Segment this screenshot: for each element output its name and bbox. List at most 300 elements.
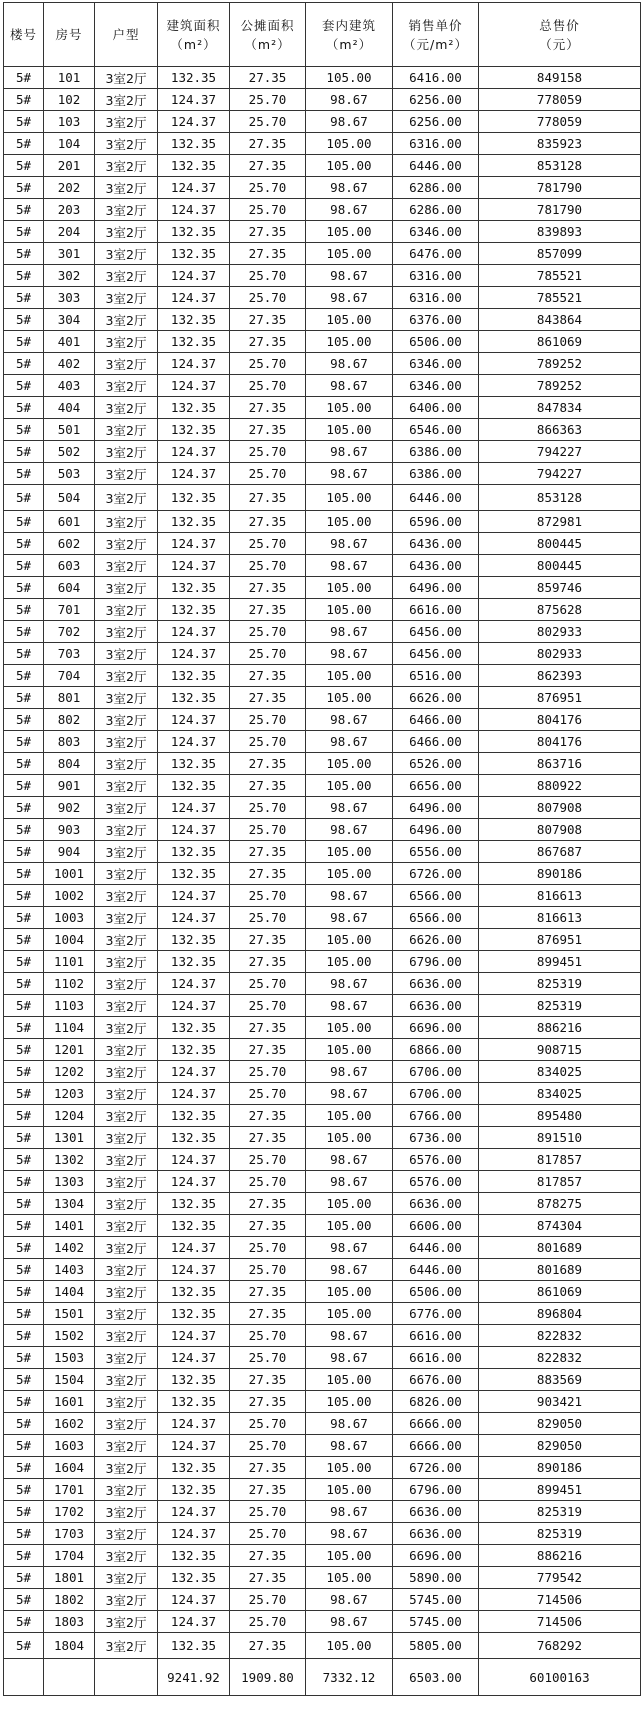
gross-area-cell: 124.37 xyxy=(158,199,230,221)
shared-area-cell: 25.70 xyxy=(230,621,306,643)
net-area-cell: 105.00 xyxy=(306,155,393,177)
room-cell: 1201 xyxy=(44,1039,95,1061)
net-area-cell: 105.00 xyxy=(306,665,393,687)
total-price-cell: 899451 xyxy=(479,951,641,973)
table-row xyxy=(4,243,641,265)
total-price-cell: 849158 xyxy=(479,67,641,89)
gross-area-cell: 124.37 xyxy=(158,1083,230,1105)
table-row xyxy=(4,555,641,577)
net-area-cell: 105.00 xyxy=(306,1545,393,1567)
layout-cell: 3室2厅 xyxy=(95,1633,158,1659)
room-cell: 1403 xyxy=(44,1259,95,1281)
gross-area-header xyxy=(158,3,230,67)
layout-cell: 3室2厅 xyxy=(95,1149,158,1171)
gross-area-cell: 124.37 xyxy=(158,1523,230,1545)
layout-cell: 3室2厅 xyxy=(95,1083,158,1105)
net-area-cell: 105.00 xyxy=(306,1281,393,1303)
net-area-cell: 105.00 xyxy=(306,1391,393,1413)
building-cell: 5# xyxy=(4,1281,44,1303)
building-cell: 5# xyxy=(4,287,44,309)
building-cell: 5# xyxy=(4,687,44,709)
table-row xyxy=(4,995,641,1017)
shared-area-cell: 27.35 xyxy=(230,133,306,155)
unit-price-cell: 6346.00 xyxy=(393,221,479,243)
gross-area-cell: 132.35 xyxy=(158,1127,230,1149)
layout-cell: 3室2厅 xyxy=(95,643,158,665)
room-cell: 902 xyxy=(44,797,95,819)
layout-cell: 3室2厅 xyxy=(95,819,158,841)
shared-area-cell: 27.35 xyxy=(230,929,306,951)
total-price-cell: 903421 xyxy=(479,1391,641,1413)
building-cell: 5# xyxy=(4,1633,44,1659)
room-cell: 1603 xyxy=(44,1435,95,1457)
unit-price-cell: 6406.00 xyxy=(393,397,479,419)
gross-area-cell: 124.37 xyxy=(158,973,230,995)
unit-price-cell: 6706.00 xyxy=(393,1083,479,1105)
total-price-cell: 801689 xyxy=(479,1259,641,1281)
layout-cell: 3室2厅 xyxy=(95,929,158,951)
unit-price-cell: 6666.00 xyxy=(393,1435,479,1457)
gross-area-cell: 124.37 xyxy=(158,1171,230,1193)
gross-area-cell: 132.35 xyxy=(158,397,230,419)
gross-area-cell: 132.35 xyxy=(158,599,230,621)
shared-area-cell: 27.35 xyxy=(230,951,306,973)
layout-cell: 3室2厅 xyxy=(95,1259,158,1281)
gross-area-cell: 132.35 xyxy=(158,577,230,599)
room-cell: 103 xyxy=(44,111,95,133)
gross-area-cell: 132.35 xyxy=(158,133,230,155)
gross-area-cell: 124.37 xyxy=(158,1149,230,1171)
shared-area-cell: 25.70 xyxy=(230,353,306,375)
unit-price-cell: 6616.00 xyxy=(393,599,479,621)
table-row xyxy=(4,533,641,555)
building-cell: 5# xyxy=(4,67,44,89)
total-price-cell: 896804 xyxy=(479,1303,641,1325)
unit-price-cell: 6796.00 xyxy=(393,951,479,973)
shared-area-cell: 25.70 xyxy=(230,643,306,665)
shared-area-cell: 25.70 xyxy=(230,1237,306,1259)
unit-price-cell: 6626.00 xyxy=(393,687,479,709)
layout-cell: 3室2厅 xyxy=(95,907,158,929)
unit-price-cell: 6316.00 xyxy=(393,133,479,155)
room-cell: 1102 xyxy=(44,973,95,995)
room-cell: 1601 xyxy=(44,1391,95,1413)
room-cell: 1502 xyxy=(44,1325,95,1347)
building-cell: 5# xyxy=(4,511,44,533)
layout-cell: 3室2厅 xyxy=(95,485,158,511)
room-cell: 1304 xyxy=(44,1193,95,1215)
building-cell: 5# xyxy=(4,1061,44,1083)
total-price-cell: 816613 xyxy=(479,907,641,929)
total-price-cell: 883569 xyxy=(479,1369,641,1391)
building-cell: 5# xyxy=(4,1325,44,1347)
shared-area-cell: 27.35 xyxy=(230,1545,306,1567)
net-area-cell: 105.00 xyxy=(306,1127,393,1149)
total-price-cell: 714506 xyxy=(479,1589,641,1611)
table-row xyxy=(4,1523,641,1545)
net-area-cell: 105.00 xyxy=(306,599,393,621)
header-unit: （元/m²） xyxy=(403,36,468,52)
table-row xyxy=(4,577,641,599)
room-cell: 1404 xyxy=(44,1281,95,1303)
layout-cell: 3室2厅 xyxy=(95,111,158,133)
unit-price-cell: 6696.00 xyxy=(393,1017,479,1039)
layout-cell: 3室2厅 xyxy=(95,67,158,89)
net-area-cell: 105.00 xyxy=(306,1567,393,1589)
table-row xyxy=(4,1259,641,1281)
shared-area-cell: 25.70 xyxy=(230,1061,306,1083)
room-cell: 1104 xyxy=(44,1017,95,1039)
gross-area-cell: 132.35 xyxy=(158,1215,230,1237)
total-price-cell: 825319 xyxy=(479,1523,641,1545)
gross-area-cell: 132.35 xyxy=(158,1105,230,1127)
room-cell: 601 xyxy=(44,511,95,533)
shared-area-cell: 25.70 xyxy=(230,265,306,287)
shared-area-cell: 25.70 xyxy=(230,797,306,819)
shared-area-cell: 25.70 xyxy=(230,89,306,111)
table-row xyxy=(4,951,641,973)
table-row xyxy=(4,511,641,533)
unit-price-cell: 5890.00 xyxy=(393,1567,479,1589)
table-row xyxy=(4,1633,641,1659)
total-total-price-cell: 60100163 xyxy=(479,1659,641,1696)
table-row xyxy=(4,375,641,397)
room-cell: 901 xyxy=(44,775,95,797)
shared-area-cell: 27.35 xyxy=(230,243,306,265)
unit-price-cell: 6446.00 xyxy=(393,1259,479,1281)
building-cell: 5# xyxy=(4,353,44,375)
table-row xyxy=(4,885,641,907)
building-cell: 5# xyxy=(4,111,44,133)
building-cell: 5# xyxy=(4,709,44,731)
shared-area-cell: 25.70 xyxy=(230,1413,306,1435)
gross-area-cell: 132.35 xyxy=(158,951,230,973)
net-area-cell: 105.00 xyxy=(306,1479,393,1501)
unit-price-cell: 6496.00 xyxy=(393,577,479,599)
gross-area-cell: 132.35 xyxy=(158,1457,230,1479)
net-area-cell: 98.67 xyxy=(306,1435,393,1457)
building-cell: 5# xyxy=(4,797,44,819)
shared-area-cell: 27.35 xyxy=(230,1127,306,1149)
building-cell: 5# xyxy=(4,995,44,1017)
net-area-cell: 98.67 xyxy=(306,1325,393,1347)
gross-area-cell: 124.37 xyxy=(158,1435,230,1457)
total-price-cell: 876951 xyxy=(479,687,641,709)
building-cell: 5# xyxy=(4,863,44,885)
table-row xyxy=(4,731,641,753)
unit-price-cell: 6316.00 xyxy=(393,265,479,287)
building-cell: 5# xyxy=(4,155,44,177)
gross-area-cell: 132.35 xyxy=(158,1545,230,1567)
net-area-cell: 105.00 xyxy=(306,243,393,265)
building-cell: 5# xyxy=(4,1105,44,1127)
unit-price-cell: 6466.00 xyxy=(393,731,479,753)
unit-price-cell: 6636.00 xyxy=(393,973,479,995)
unit-price-cell: 6766.00 xyxy=(393,1105,479,1127)
total-price-cell: 861069 xyxy=(479,1281,641,1303)
total-price-cell: 875628 xyxy=(479,599,641,621)
table-row xyxy=(4,177,641,199)
unit-price-cell: 6726.00 xyxy=(393,1457,479,1479)
building-cell: 5# xyxy=(4,1259,44,1281)
net-area-cell: 105.00 xyxy=(306,133,393,155)
building-cell: 5# xyxy=(4,885,44,907)
room-cell: 1001 xyxy=(44,863,95,885)
table-row xyxy=(4,1325,641,1347)
unit-price-cell: 6256.00 xyxy=(393,89,479,111)
table-row xyxy=(4,1347,641,1369)
net-area-cell: 98.67 xyxy=(306,797,393,819)
shared-area-cell: 27.35 xyxy=(230,1017,306,1039)
room-cell: 1103 xyxy=(44,995,95,1017)
room-cell: 1602 xyxy=(44,1413,95,1435)
table-row xyxy=(4,687,641,709)
total-price-cell: 899451 xyxy=(479,1479,641,1501)
unit-price-cell: 5745.00 xyxy=(393,1589,479,1611)
unit-price-cell: 6576.00 xyxy=(393,1171,479,1193)
layout-cell: 3室2厅 xyxy=(95,995,158,1017)
building-cell: 5# xyxy=(4,1435,44,1457)
table-row xyxy=(4,419,641,441)
shared-area-cell: 25.70 xyxy=(230,1611,306,1633)
layout-cell: 3室2厅 xyxy=(95,599,158,621)
unit-price-cell: 6496.00 xyxy=(393,797,479,819)
building-cell: 5# xyxy=(4,1369,44,1391)
table-row xyxy=(4,1479,641,1501)
shared-area-cell: 25.70 xyxy=(230,907,306,929)
gross-area-cell: 132.35 xyxy=(158,1479,230,1501)
building-cell: 5# xyxy=(4,1193,44,1215)
total-price-cell: 785521 xyxy=(479,265,641,287)
shared-area-cell: 27.35 xyxy=(230,775,306,797)
table-row xyxy=(4,1039,641,1061)
table-row xyxy=(4,643,641,665)
room-cell: 1401 xyxy=(44,1215,95,1237)
net-area-cell: 105.00 xyxy=(306,687,393,709)
net-area-cell: 98.67 xyxy=(306,973,393,995)
building-cell: 5# xyxy=(4,951,44,973)
room-cell: 301 xyxy=(44,243,95,265)
unit-price-cell: 6346.00 xyxy=(393,375,479,397)
table-row xyxy=(4,1545,641,1567)
layout-cell: 3室2厅 xyxy=(95,1237,158,1259)
header-label: 总售价 xyxy=(539,17,580,33)
total-price-cell: 890186 xyxy=(479,1457,641,1479)
total-price-cell: 817857 xyxy=(479,1149,641,1171)
shared-area-cell: 27.35 xyxy=(230,687,306,709)
total-price-cell: 816613 xyxy=(479,885,641,907)
total-price-cell: 890186 xyxy=(479,863,641,885)
shared-area-cell: 25.70 xyxy=(230,177,306,199)
table-row xyxy=(4,331,641,353)
building-cell: 5# xyxy=(4,1501,44,1523)
room-cell: 404 xyxy=(44,397,95,419)
layout-header xyxy=(95,3,158,67)
net-area-cell: 98.67 xyxy=(306,1259,393,1281)
shared-area-cell: 25.70 xyxy=(230,375,306,397)
gross-area-cell: 132.35 xyxy=(158,1017,230,1039)
building-cell: 5# xyxy=(4,1611,44,1633)
shared-area-cell: 25.70 xyxy=(230,973,306,995)
layout-cell: 3室2厅 xyxy=(95,1545,158,1567)
net-area-cell: 98.67 xyxy=(306,89,393,111)
gross-area-cell: 124.37 xyxy=(158,995,230,1017)
table-row xyxy=(4,287,641,309)
gross-area-cell: 124.37 xyxy=(158,1347,230,1369)
building-cell: 5# xyxy=(4,753,44,775)
layout-cell: 3室2厅 xyxy=(95,665,158,687)
total-price-cell: 794227 xyxy=(479,441,641,463)
net-area-cell: 105.00 xyxy=(306,841,393,863)
room-cell: 1003 xyxy=(44,907,95,929)
shared-area-cell: 27.35 xyxy=(230,577,306,599)
table-row xyxy=(4,221,641,243)
total-price-cell: 822832 xyxy=(479,1325,641,1347)
shared-area-cell: 27.35 xyxy=(230,1457,306,1479)
unit-price-cell: 6636.00 xyxy=(393,1501,479,1523)
layout-cell: 3室2厅 xyxy=(95,1589,158,1611)
header-label: 楼号 xyxy=(9,27,37,42)
gross-area-cell: 124.37 xyxy=(158,1611,230,1633)
table-row xyxy=(4,1281,641,1303)
net-area-cell: 98.67 xyxy=(306,1523,393,1545)
room-cell: 204 xyxy=(44,221,95,243)
total-price-cell: 794227 xyxy=(479,463,641,485)
layout-cell: 3室2厅 xyxy=(95,89,158,111)
net-area-cell: 98.67 xyxy=(306,731,393,753)
unit-price-cell: 6386.00 xyxy=(393,463,479,485)
building-cell: 5# xyxy=(4,599,44,621)
table-row xyxy=(4,1017,641,1039)
layout-cell: 3室2厅 xyxy=(95,797,158,819)
total-price-cell: 714506 xyxy=(479,1611,641,1633)
header-unit: （m²） xyxy=(325,36,373,52)
room-cell: 1701 xyxy=(44,1479,95,1501)
net-area-cell: 98.67 xyxy=(306,643,393,665)
room-cell: 1503 xyxy=(44,1347,95,1369)
table-row xyxy=(4,1611,641,1633)
net-area-cell: 98.67 xyxy=(306,621,393,643)
unit-price-cell: 6826.00 xyxy=(393,1391,479,1413)
net-area-cell: 105.00 xyxy=(306,1017,393,1039)
net-area-cell: 105.00 xyxy=(306,331,393,353)
total-price-cell: 872981 xyxy=(479,511,641,533)
net-area-cell: 105.00 xyxy=(306,1369,393,1391)
total-price-cell: 908715 xyxy=(479,1039,641,1061)
total-price-cell: 778059 xyxy=(479,111,641,133)
shared-area-cell: 27.35 xyxy=(230,155,306,177)
net-area-cell: 98.67 xyxy=(306,1611,393,1633)
room-cell: 101 xyxy=(44,67,95,89)
net-area-cell: 98.67 xyxy=(306,533,393,555)
total-price-cell: 789252 xyxy=(479,353,641,375)
unit-price-cell: 6456.00 xyxy=(393,643,479,665)
unit-price-cell: 6796.00 xyxy=(393,1479,479,1501)
layout-cell: 3室2厅 xyxy=(95,1457,158,1479)
table-row xyxy=(4,1435,641,1457)
shared-area-cell: 27.35 xyxy=(230,1215,306,1237)
unit-price-cell: 6376.00 xyxy=(393,309,479,331)
gross-area-cell: 124.37 xyxy=(158,89,230,111)
shared-area-cell: 27.35 xyxy=(230,511,306,533)
net-area-cell: 98.67 xyxy=(306,353,393,375)
net-area-cell: 105.00 xyxy=(306,1215,393,1237)
unit-price-cell: 6626.00 xyxy=(393,929,479,951)
gross-area-cell: 132.35 xyxy=(158,155,230,177)
room-cell: 903 xyxy=(44,819,95,841)
unit-price-cell: 6866.00 xyxy=(393,1039,479,1061)
total-gross-area-cell: 9241.92 xyxy=(158,1659,230,1696)
room-cell: 801 xyxy=(44,687,95,709)
building-cell: 5# xyxy=(4,89,44,111)
building-cell: 5# xyxy=(4,1215,44,1237)
layout-cell: 3室2厅 xyxy=(95,1435,158,1457)
layout-cell: 3室2厅 xyxy=(95,709,158,731)
building-cell: 5# xyxy=(4,463,44,485)
total-price-cell: 880922 xyxy=(479,775,641,797)
net-area-cell: 98.67 xyxy=(306,1413,393,1435)
total-price-cell: 874304 xyxy=(479,1215,641,1237)
room-cell: 304 xyxy=(44,309,95,331)
shared-area-cell: 27.35 xyxy=(230,1391,306,1413)
shared-area-cell: 25.70 xyxy=(230,199,306,221)
shared-area-cell: 27.35 xyxy=(230,419,306,441)
net-area-cell: 105.00 xyxy=(306,1105,393,1127)
table-row xyxy=(4,133,641,155)
layout-cell: 3室2厅 xyxy=(95,1017,158,1039)
layout-cell: 3室2厅 xyxy=(95,1413,158,1435)
table-row xyxy=(4,1193,641,1215)
building-cell: 5# xyxy=(4,1479,44,1501)
layout-cell: 3室2厅 xyxy=(95,397,158,419)
gross-area-cell: 132.35 xyxy=(158,1303,230,1325)
building-header xyxy=(4,3,44,67)
net-area-cell: 98.67 xyxy=(306,555,393,577)
layout-cell: 3室2厅 xyxy=(95,1501,158,1523)
room-cell: 1804 xyxy=(44,1633,95,1659)
room-cell: 602 xyxy=(44,533,95,555)
building-cell: 5# xyxy=(4,375,44,397)
total-price-cell: 853128 xyxy=(479,485,641,511)
gross-area-cell: 124.37 xyxy=(158,533,230,555)
unit-price-cell: 6616.00 xyxy=(393,1347,479,1369)
layout-cell: 3室2厅 xyxy=(95,309,158,331)
shared-area-cell: 25.70 xyxy=(230,555,306,577)
shared-area-cell: 25.70 xyxy=(230,819,306,841)
total-price-cell: 829050 xyxy=(479,1435,641,1457)
shared-area-cell: 27.35 xyxy=(230,1281,306,1303)
layout-cell: 3室2厅 xyxy=(95,1611,158,1633)
building-cell: 5# xyxy=(4,775,44,797)
total-price-cell: 878275 xyxy=(479,1193,641,1215)
table-row xyxy=(4,1303,641,1325)
net-area-cell: 98.67 xyxy=(306,441,393,463)
unit-price-cell: 6656.00 xyxy=(393,775,479,797)
shared-area-cell: 27.35 xyxy=(230,1369,306,1391)
net-area-cell: 105.00 xyxy=(306,397,393,419)
building-cell: 5# xyxy=(4,309,44,331)
room-header xyxy=(44,3,95,67)
table-row xyxy=(4,1391,641,1413)
total-price-cell: 861069 xyxy=(479,331,641,353)
layout-cell: 3室2厅 xyxy=(95,221,158,243)
unit-price-cell: 6736.00 xyxy=(393,1127,479,1149)
gross-area-cell: 124.37 xyxy=(158,1237,230,1259)
room-cell: 1203 xyxy=(44,1083,95,1105)
layout-cell: 3室2厅 xyxy=(95,441,158,463)
building-cell: 5# xyxy=(4,441,44,463)
shared-area-cell: 27.35 xyxy=(230,1105,306,1127)
